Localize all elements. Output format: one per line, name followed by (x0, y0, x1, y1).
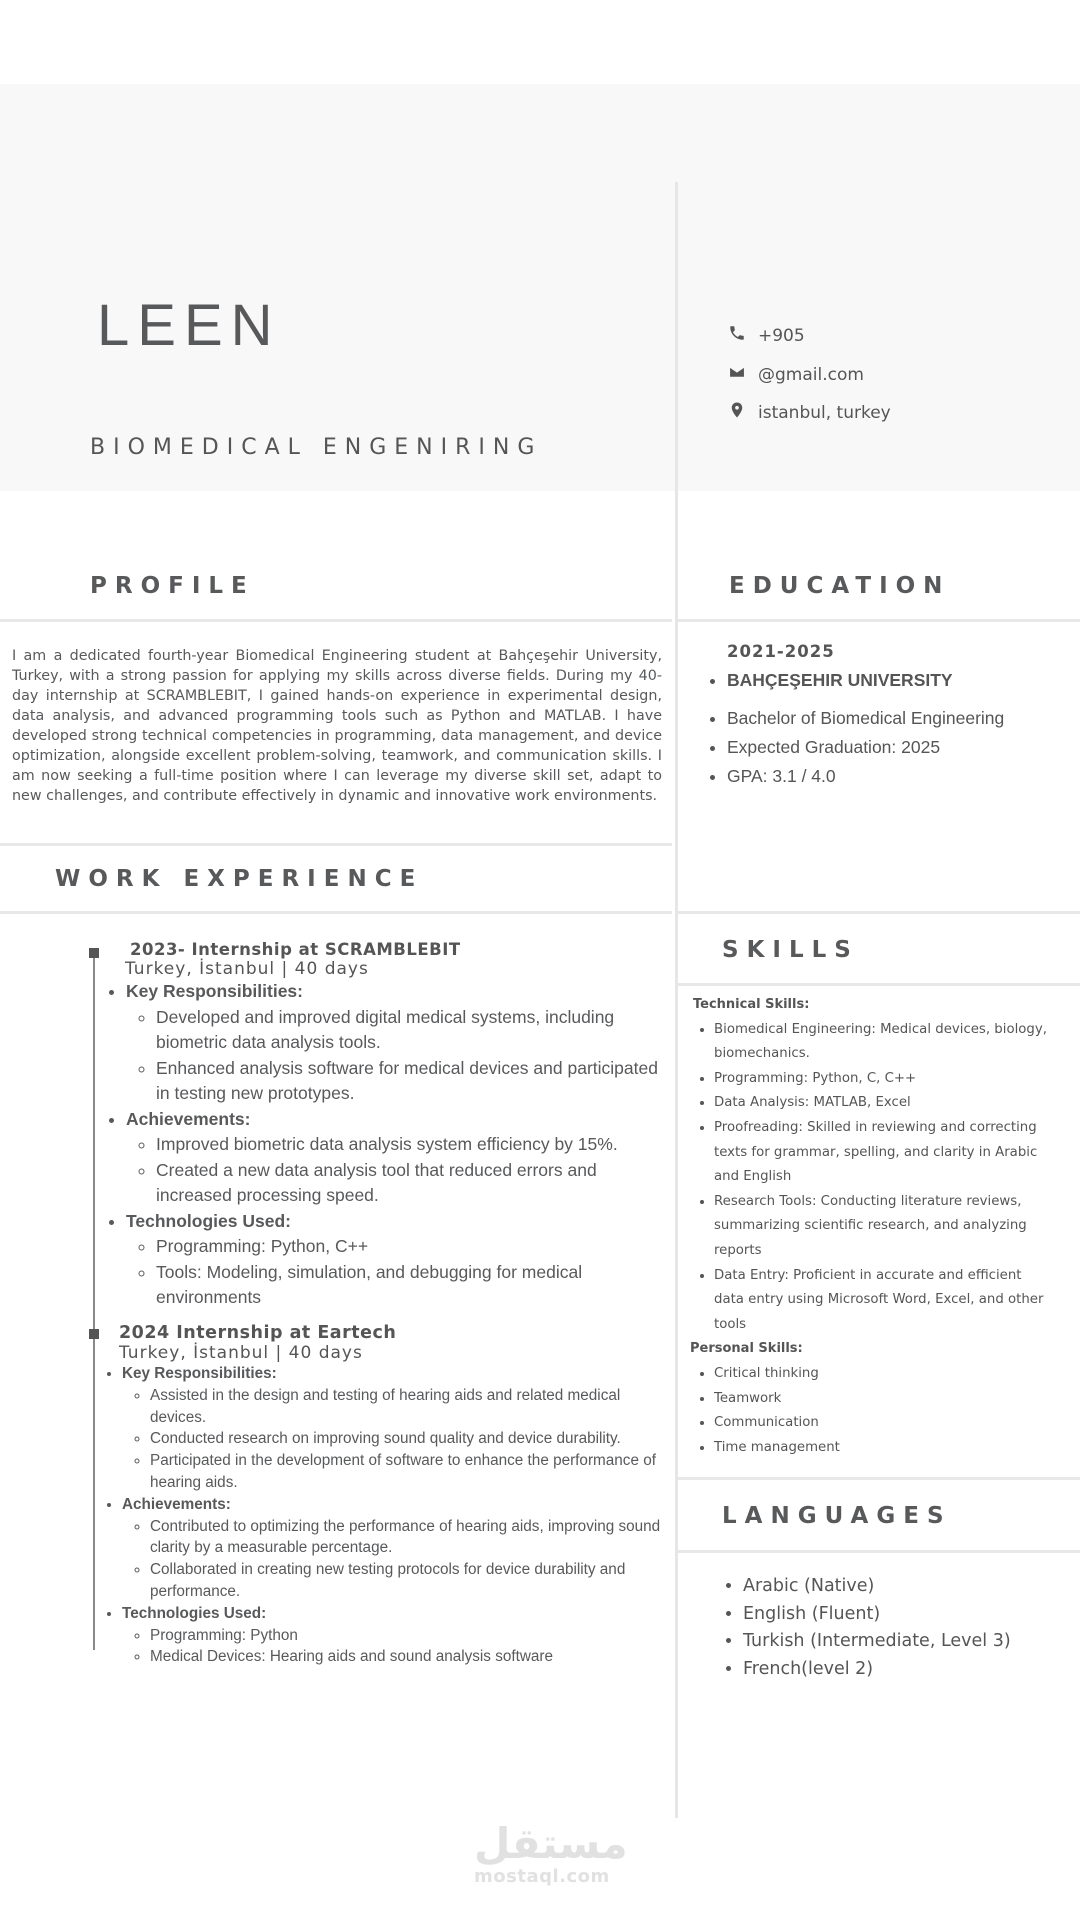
job-location: Turkey, İstanbul | 40 days (125, 959, 369, 979)
skills-block (690, 993, 1055, 1460)
list-item: ◦ Improved biometric data analysis system efficiency by 15%. (156, 1132, 668, 1158)
job-location: Turkey, İstanbul | 40 days (119, 1343, 363, 1363)
list-item: ◦ Contributed to optimizing the performance of hearing aids, improving sound clarity by a measurable percentage. (150, 1516, 677, 1560)
languages-heading: LANGUAGES (722, 1503, 952, 1529)
phone-text: +905 (758, 325, 805, 346)
work-divider-bottom (0, 911, 672, 914)
technical-skills-label: Technical Skills: (693, 997, 810, 1012)
list-item: • Technologies Used: ◦ Programming: Python ◦ Medical Devices: Hearing aids and sound analysis software (122, 1603, 677, 1668)
job-title: 2023- Internship at SCRAMBLEBIT (130, 940, 461, 959)
list-item: ◦ Collaborated in creating new testing protocols for device durability and performance. (150, 1559, 677, 1603)
skills-heading: SKILLS (722, 937, 859, 963)
watermark-latin: mostaql.com (474, 1866, 610, 1887)
list-item: • Critical thinking (714, 1362, 1055, 1387)
personal-skills-label: Personal Skills: (690, 1341, 803, 1357)
list-item: ◦ Medical Devices: Hearing aids and sound analysis software (150, 1646, 677, 1668)
job-entry (98, 940, 668, 1311)
profile-heading: PROFILE (90, 573, 255, 599)
phone-icon (728, 324, 758, 347)
list-item: • Communication (714, 1411, 1055, 1436)
job-title: 2024 Internship at Eartech (119, 1323, 397, 1343)
list-item: ◦ Programming: Python (150, 1625, 677, 1647)
list-item: • Biomedical Engineering: Medical devices, biology, biomechanics. (714, 1018, 1055, 1067)
list-item: • Data Analysis: MATLAB, Excel (714, 1091, 1055, 1116)
candidate-name: LEEN (97, 293, 281, 358)
job-entry (92, 1323, 677, 1668)
languages-divider-bottom (678, 1550, 1080, 1553)
work-experience-heading: WORK EXPERIENCE (55, 866, 424, 892)
education-block (702, 642, 1042, 792)
list-item: ◦ Tools: Modeling, simulation, and debugging for medical environments (156, 1260, 668, 1311)
education-list (702, 667, 1042, 790)
list-item: • Research Tools: Conducting literature reviews, summarizing scientific research, and analyzing reports (714, 1190, 1055, 1264)
work-divider-top (0, 843, 672, 846)
email-text: @gmail.com (758, 364, 864, 385)
list-item: • Achievements: ◦ Contributed to optimizing the performance of hearing aids, improving sound clarity by a measurable percentage. ◦ Collaborated in creating new testing protocols for device durability and performance. (122, 1494, 677, 1603)
technical-skills-list (690, 1018, 1055, 1338)
list-item: ◦ Developed and improved digital medical systems, including biometric data analysis tools. (156, 1005, 668, 1056)
list-item: • Achievements: ◦ Improved biometric data analysis system efficiency by 15%. ◦ Created a new data analysis tool that reduced errors and increased processing speed. (126, 1107, 668, 1209)
languages-block (705, 1573, 1011, 1683)
watermark-arabic: مستقل (474, 1819, 628, 1868)
skills-divider-top (678, 911, 1080, 914)
list-item: ◦ Participated in the development of software to enhance the performance of hearing aids. (150, 1450, 677, 1494)
list-item: ◦ Enhanced analysis software for medical devices and participated in testing new prototypes. (156, 1056, 668, 1107)
header-background (0, 84, 1080, 491)
job-details (92, 1363, 677, 1668)
list-item: ◦ Programming: Python, C++ (156, 1234, 668, 1260)
profile-summary: I am a dedicated fourth-year Biomedical Engineering student at Bahçeşehir University, Turkey, with a strong passion for applying my skills across diverse fields. During my 40-day internship at SCRAMBLEBIT, I gained hands-on experience in experimental design, data analysis, and advanced programming tools such as Python and MATLAB. I have developed strong technical competencies in programming, data management, and device optimization, alongside excellent problem-solving, teamwork, and communication skills. I am now seeking a full-time position where I can leverage my diverse skill set, adapt to new challenges, and contribute effectively in dynamic and innovative work environments. (12, 648, 662, 804)
education-years: 2021-2025 (727, 642, 835, 661)
education-university: • BAHÇEŞEHIR UNIVERSITY (727, 667, 1042, 694)
education-divider (678, 619, 1080, 622)
education-heading: EDUCATION (729, 573, 951, 599)
list-item: • Key Responsibilities: ◦ Assisted in the design and testing of hearing aids and related medical devices. ◦ Conducted research on improving sound quality and device durability. ◦ Participated in the development of software to enhance the performance of hearing aids. (122, 1363, 677, 1494)
skills-divider-bottom (678, 983, 1080, 986)
profile-divider (0, 619, 672, 622)
contact-email[interactable] (728, 363, 864, 386)
list-item: • Key Responsibilities: ◦ Developed and improved digital medical systems, including biometric data analysis tools. ◦ Enhanced analysis software for medical devices and participated in testing new prototypes. (126, 979, 668, 1107)
list-item: • Time management (714, 1436, 1055, 1461)
education-degree: • Bachelor of Biomedical Engineering (727, 705, 1042, 732)
languages-list (705, 1573, 1011, 1683)
list-item: • Turkish (Intermediate, Level 3) (743, 1628, 1011, 1656)
list-item: • English (Fluent) (743, 1601, 1011, 1629)
job-details (96, 979, 668, 1311)
list-item: • Teamwork (714, 1387, 1055, 1412)
list-item: • Technologies Used: ◦ Programming: Python, C++ ◦ Tools: Modeling, simulation, and debugging for medical environments (126, 1209, 668, 1311)
location-text: istanbul, turkey (758, 402, 891, 423)
education-gpa: • GPA: 3.1 / 4.0 (727, 763, 1042, 790)
list-item: • Arabic (Native) (743, 1573, 1011, 1601)
list-item: • Data Entry: Proficient in accurate and efficient data entry using Microsoft Word, Excel, and other tools (714, 1264, 1055, 1338)
education-graduation: • Expected Graduation: 2025 (727, 734, 1042, 761)
list-item: • Programming: Python, C, C++ (714, 1067, 1055, 1092)
watermark (474, 1819, 628, 1887)
envelope-icon (728, 363, 758, 386)
map-pin-icon (728, 401, 758, 424)
candidate-title: BIOMEDICAL ENGENIRING (90, 435, 543, 460)
list-item: • French(level 2) (743, 1656, 1011, 1684)
contact-location (728, 401, 891, 424)
list-item: ◦ Assisted in the design and testing of hearing aids and related medical devices. (150, 1385, 677, 1429)
list-item: ◦ Conducted research on improving sound quality and device durability. (150, 1428, 677, 1450)
list-item: ◦ Created a new data analysis tool that reduced errors and increased processing speed. (156, 1158, 668, 1209)
list-item: • Proofreading: Skilled in reviewing and correcting texts for grammar, spelling, and clarity in Arabic and English (714, 1116, 1055, 1190)
languages-divider-top (678, 1477, 1080, 1480)
contact-phone[interactable] (728, 324, 805, 347)
personal-skills-list (690, 1362, 1055, 1460)
